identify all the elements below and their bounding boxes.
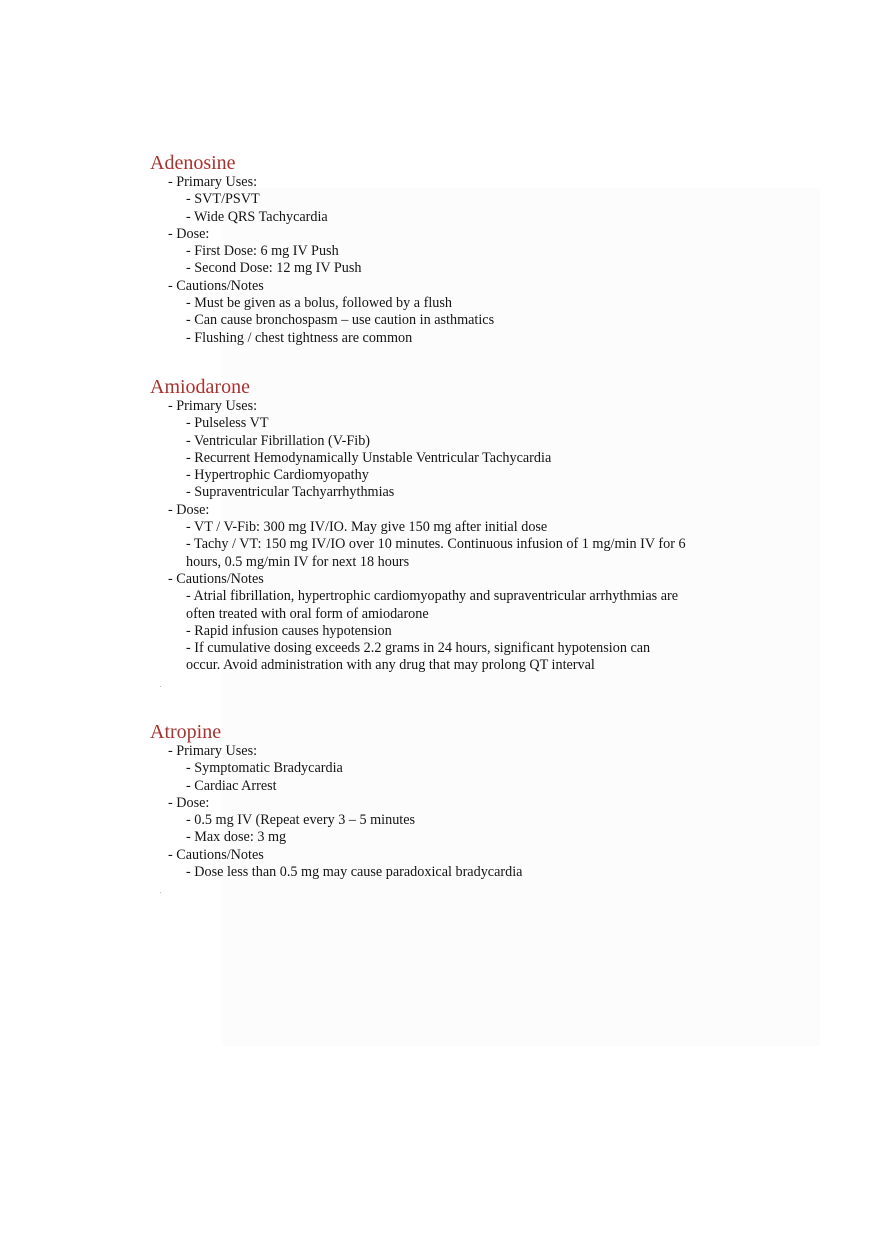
section-label: - Dose:	[168, 225, 210, 242]
section-label: - Primary Uses:	[168, 174, 258, 190]
section-label: - Dose:	[168, 794, 210, 811]
section-label: - Dose:	[168, 501, 210, 518]
drug-entry-atropine	[150, 721, 710, 881]
cautions-section	[150, 847, 710, 882]
section-label: - Cautions/Notes	[168, 277, 264, 294]
list-item: - Dose less than 0.5 mg may cause paradoxical bradycardia	[186, 864, 523, 881]
list-item: - Hypertrophic Cardiomyopathy	[186, 467, 369, 484]
list-item: - Wide QRS Tachycardia	[186, 208, 328, 225]
section-label: - Primary Uses:	[168, 743, 258, 759]
list-item: - Must be given as a bolus, followed by a flush	[186, 295, 452, 312]
list-item: - Recurrent Hemodynamically Unstable Ventricular Tachycardia	[186, 449, 552, 466]
section-label: - Primary Uses:	[168, 398, 258, 414]
drug-title: Atropine	[150, 721, 222, 743]
list-item: - If cumulative dosing exceeds 2.2 grams in 24 hours, significant hypotension can occur. Avoid administration with any drug that may prolong QT interval	[186, 640, 651, 674]
stray-mark	[160, 892, 161, 893]
list-item: - Flushing / chest tightness are common	[186, 329, 413, 346]
list-item: - Symptomatic Bradycardia	[186, 760, 343, 777]
list-item: - First Dose: 6 mg IV Push	[186, 243, 339, 260]
drug-title: Amiodarone	[150, 376, 250, 398]
primary-uses-section	[150, 743, 710, 795]
list-item: - Atrial fibrillation, hypertrophic cardiomyopathy and supraventricular arrhythmias are often treated with oral form of amiodarone	[186, 588, 679, 622]
drug-entry-adenosine	[150, 152, 710, 347]
list-item: - 0.5 mg IV (Repeat every 3 – 5 minutes	[186, 812, 416, 829]
cautions-section	[150, 278, 710, 347]
primary-uses-section	[150, 174, 710, 226]
list-item: - Tachy / VT: 150 mg IV/IO over 10 minutes. Continuous infusion of 1 mg/min IV for 6 hours, 0.5 mg/min IV for next 18 hours	[186, 536, 686, 570]
section-label: - Cautions/Notes	[168, 846, 264, 863]
primary-uses-section	[150, 398, 710, 502]
list-item: - Cardiac Arrest	[186, 777, 277, 794]
section-label: - Cautions/Notes	[168, 570, 264, 587]
list-item: - Second Dose: 12 mg IV Push	[186, 260, 362, 277]
cautions-section	[150, 571, 710, 675]
list-item: - Pulseless VT	[186, 415, 269, 432]
drug-title: Adenosine	[150, 152, 236, 174]
list-item: - Supraventricular Tachyarrhythmias	[186, 484, 395, 501]
list-item: - Can cause bronchospasm – use caution in asthmatics	[186, 312, 495, 329]
list-item: - Ventricular Fibrillation (V-Fib)	[186, 432, 371, 449]
dose-section	[150, 502, 710, 571]
list-item: - Rapid infusion causes hypotension	[186, 622, 392, 639]
list-item: - VT / V-Fib: 300 mg IV/IO. May give 150 mg after initial dose	[186, 519, 548, 536]
stray-mark	[160, 686, 161, 687]
dose-section	[150, 226, 710, 278]
drug-entry-amiodarone	[150, 376, 710, 675]
list-item: - Max dose: 3 mg	[186, 829, 287, 846]
dose-section	[150, 795, 710, 847]
list-item: - SVT/PSVT	[186, 191, 260, 208]
